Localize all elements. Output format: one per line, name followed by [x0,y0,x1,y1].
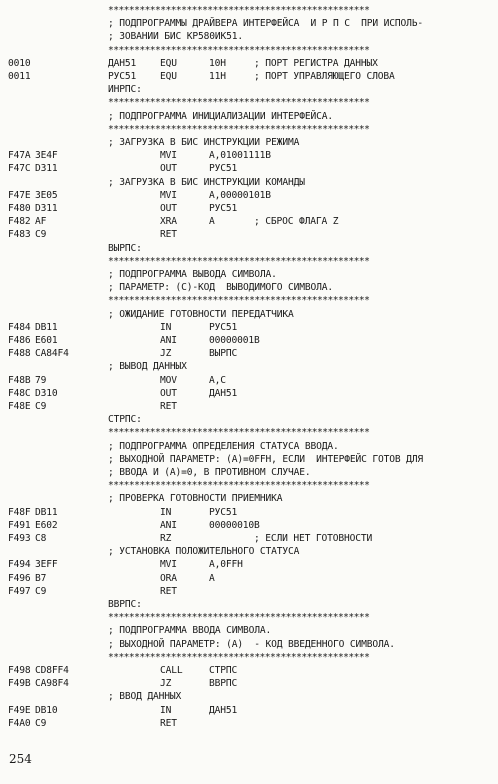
operand: A,C [209,374,226,386]
machine-code: 79 [35,374,47,386]
mnemonic: MOV [160,374,177,386]
instruction-line [0,572,498,585]
comment-line [0,624,498,637]
instruction-line [0,506,498,519]
instruction-line [0,202,498,215]
comment-line [0,638,498,651]
address: F482 [8,216,31,228]
mnemonic: JZ [160,348,172,360]
source-text: ; ЗАГРУЗКА В БИС ИНСТРУКЦИИ КОМАНДЫ [108,176,305,188]
address: F48B [8,374,31,386]
instruction-line [0,57,498,70]
separator-line [0,123,498,136]
operand: РУС51 [209,203,238,214]
machine-code: DB11 [35,506,58,518]
mnemonic: RZ [160,533,172,544]
machine-code: D311 [35,163,58,175]
mnemonic: RET [160,401,177,412]
machine-code: D310 [35,387,58,399]
instruction-line [0,664,498,677]
mnemonic: RET [160,229,177,241]
machine-code: AF [35,216,47,228]
comment-line [0,360,498,373]
mnemonic: MVI [160,189,177,201]
address: F47A [8,150,31,162]
mnemonic: XRA [160,216,177,228]
asterisk-separator: ************************************************** [108,480,370,492]
address: F48F [8,506,31,518]
machine-code: DB10 [35,704,58,716]
mnemonic: EQU [160,57,177,69]
instruction-line [0,215,498,228]
separator-line [0,611,498,624]
machine-code: C9 [35,401,47,412]
instruction-line [0,149,498,162]
address: F491 [8,519,31,531]
address: F484 [8,321,31,333]
source-text: ; ОЖИДАНИЕ ГОТОВНОСТИ ПЕРЕДАТЧИКА [108,308,294,320]
separator-line [0,44,498,57]
separator-line [0,479,498,492]
operand: ДАН51 [209,387,238,399]
mnemonic: EQU [160,71,177,82]
mnemonic: MVI [160,150,177,162]
instruction-line [0,189,498,202]
comment-line [0,453,498,466]
operand: ДАН51 [209,704,238,716]
address: F488 [8,348,31,360]
mnemonic: OUT [160,203,177,214]
source-text: ; ПОДПРОГРАММЫ ДРАЙВЕРА ИНТЕРФЕЙСА И Р П С ПРИ ИСПОЛЬ- [108,18,424,30]
label: РУС51 [108,71,137,82]
instruction-line [0,532,498,545]
comment-line [0,176,498,189]
source-text: ; ВВОД ДАННЫХ [108,691,182,703]
address: F48C [8,387,31,399]
asterisk-separator: ************************************************** [108,123,370,135]
machine-code: C9 [35,229,47,241]
source-text: ; УСТАНОВКА ПОЛОЖИТЕЛЬНОГО СТАТУСА [108,546,300,558]
operand: РУС51 [209,163,238,175]
separator-line [0,294,498,307]
mnemonic: CALL [160,665,183,676]
comment-line [0,17,498,30]
asterisk-separator: ************************************************** [108,651,370,663]
comment-line [0,598,498,611]
address: F483 [8,229,31,241]
source-text: ; ПОДПРОГРАММА ВВОДА СИМВОЛА. [108,625,272,637]
machine-code: 3E05 [35,189,58,201]
separator-line [0,651,498,664]
mnemonic: MVI [160,559,177,571]
address: 0011 [8,71,31,82]
comment-line [0,545,498,558]
comment-line [0,136,498,149]
operand: 00000001B [209,335,260,346]
comment-line [0,413,498,426]
machine-code: CD8FF4 [35,665,69,676]
asterisk-separator: ************************************************** [108,612,370,624]
mnemonic: RET [160,717,177,729]
machine-code: C9 [35,585,47,597]
source-text: СТРПС: [108,414,142,426]
address: F48E [8,401,31,412]
mnemonic: IN [160,506,172,518]
operand: 00000010B [209,519,260,531]
mnemonic: ANI [160,519,177,531]
source-text: ; ЗАГРУЗКА В БИС ИНСТРУКЦИИ РЕЖИМА [108,137,300,148]
operand: 11H [209,71,226,82]
comment: ; ЕСЛИ НЕТ ГОТОВНОСТИ [254,533,373,544]
mnemonic: OUT [160,387,177,399]
operand: ВЫРПС [209,348,238,360]
comment-line [0,308,498,321]
address: F498 [8,665,31,676]
machine-code: CA84F4 [35,348,69,360]
source-text: ; ПАРАМЕТР: (С)-КОД ВЫВОДИМОГО СИМВОЛА. [108,282,334,294]
comment-line [0,268,498,281]
comment-line [0,281,498,294]
source-text: ; ВВОДА И (А)=0, В ПРОТИВНОМ СЛУЧАЕ. [108,467,311,478]
comment-line [0,492,498,505]
source-text: ; ПОДПРОГРАММА ВЫВОДА СИМВОЛА. [108,269,277,280]
address: F480 [8,203,31,214]
source-text: ВЫРПС: [108,242,142,254]
machine-code: 3E4F [35,150,58,162]
source-text: ; ВЫВОД ДАННЫХ [108,361,187,373]
mnemonic: JZ [160,678,172,690]
comment-line [0,690,498,703]
instruction-line [0,347,498,360]
instruction-line [0,717,498,730]
operand: СТРПС [209,665,238,676]
machine-code: CA98F4 [35,678,69,690]
separator-line [0,255,498,268]
mnemonic: OUT [160,163,177,175]
instruction-line [0,519,498,532]
source-text: ВВРПС: [108,599,142,610]
mnemonic: ORA [160,572,177,584]
operand: РУС51 [209,321,238,333]
source-text: ; ЗОВАНИИ БИС КР580ИК51. [108,31,244,43]
source-text: ИНРПС: [108,84,142,96]
mnemonic: IN [160,704,172,716]
comment-line [0,30,498,43]
source-text: ; ПРОВЕРКА ГОТОВНОСТИ ПРИЕМНИКА [108,493,283,505]
source-text: ; ПОДПРОГРАММА ИНИЦИАЛИЗАЦИИ ИНТЕРФЕЙСА. [108,110,334,122]
operand: A [209,572,215,584]
asterisk-separator: ************************************************** [108,427,370,439]
address: F47E [8,189,31,201]
comment-line [0,242,498,255]
instruction-line [0,387,498,400]
mnemonic: ANI [160,335,177,346]
address: F47C [8,163,31,175]
address: F49E [8,704,31,716]
asterisk-separator: ************************************************** [108,44,370,56]
instruction-line [0,585,498,598]
comment-line [0,110,498,123]
machine-code: C8 [35,533,47,544]
comment: ; ПОРТ РЕГИСТРА ДАННЫХ [254,57,378,69]
instruction-line [0,400,498,413]
instruction-line [0,374,498,387]
address: F496 [8,572,31,584]
operand: A,00000101B [209,189,271,201]
asterisk-separator: ************************************************** [108,255,370,267]
comment: ; ПОРТ УПРАВЛЯЮЩЕГО СЛОВА [254,71,395,82]
operand: A [209,216,215,228]
separator-line [0,426,498,439]
machine-code: D311 [35,203,58,214]
instruction-line [0,162,498,175]
machine-code: B7 [35,572,47,584]
separator-line [0,4,498,17]
instruction-line [0,558,498,571]
operand: ВВРПС [209,678,238,690]
separator-line [0,96,498,109]
machine-code: E601 [35,335,58,346]
comment: ; СБРОС ФЛАГА Z [254,216,339,228]
source-text: ; ПОДПРОГРАММА ОПРЕДЕЛЕНИЯ СТАТУСА ВВОДА. [108,440,339,452]
address: F494 [8,559,31,571]
operand: A,01001111B [209,150,271,162]
asterisk-separator: ************************************************** [108,97,370,109]
instruction-line [0,677,498,690]
mnemonic: RET [160,585,177,597]
machine-code: C9 [35,717,47,729]
asterisk-separator: ************************************************** [108,5,370,16]
source-text: ; ВЫХОДНОЙ ПАРАМЕТР: (А)=0FFH, ЕСЛИ ИНТЕРФЕЙС ГОТОВ ДЛЯ [108,453,424,465]
machine-code: DB11 [35,321,58,333]
address: F4A0 [8,717,31,729]
instruction-line [0,334,498,347]
address: F497 [8,585,31,597]
operand: 10H [209,57,226,69]
asterisk-separator: ************************************************** [108,295,370,307]
source-text: ; ВЫХОДНОЙ ПАРАМЕТР: (А) - КОД ВВЕДЕННОГО СИМВОЛА. [108,638,395,650]
comment-line [0,83,498,96]
operand: РУС51 [209,506,238,518]
comment-line [0,466,498,479]
page-number: 254 [9,752,32,766]
address: F486 [8,335,31,346]
instruction-line [0,321,498,334]
instruction-line [0,70,498,83]
address: 0010 [8,57,31,69]
mnemonic: IN [160,321,172,333]
instruction-line [0,228,498,241]
operand: A,0FFH [209,559,243,571]
address: F49B [8,678,31,690]
machine-code: E602 [35,519,58,531]
machine-code: 3EFF [35,559,58,571]
comment-line [0,440,498,453]
instruction-line [0,704,498,717]
label: ДАН51 [108,57,137,69]
address: F493 [8,533,31,544]
